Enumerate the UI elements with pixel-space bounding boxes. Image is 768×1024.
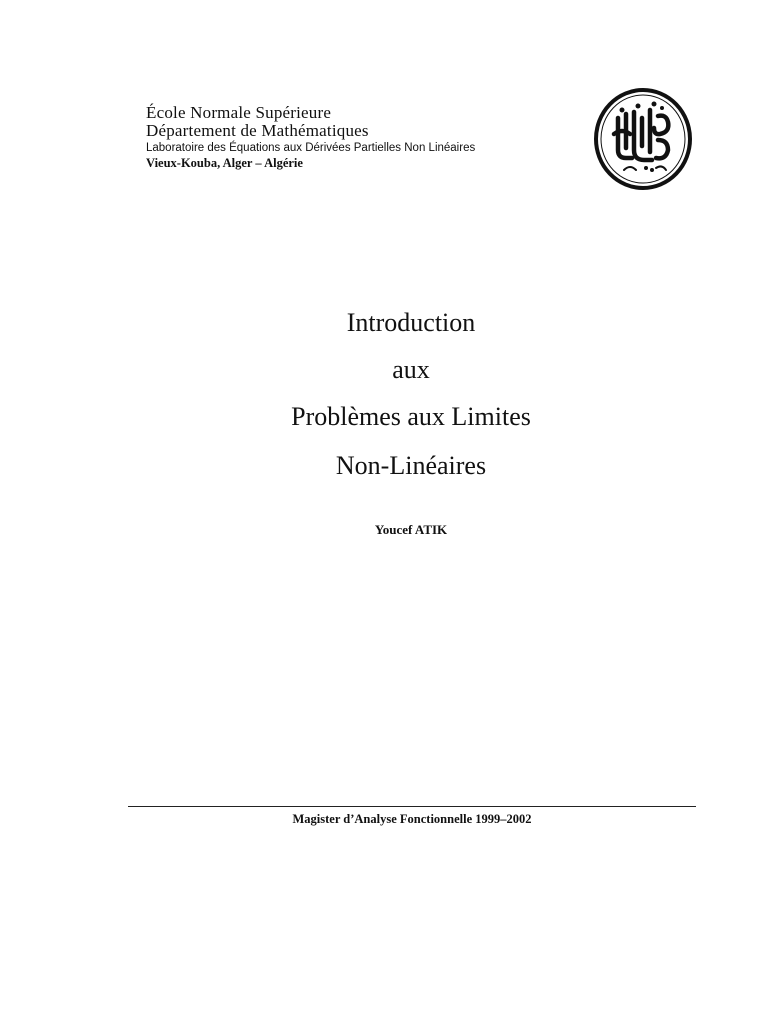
title-line-4: Non-Linéaires xyxy=(335,451,487,480)
title-line-2: aux xyxy=(392,355,430,384)
author-name: Youcef ATIK xyxy=(374,522,448,537)
footer-divider xyxy=(128,806,696,807)
laboratory-name: Laboratoire des Équations aux Dérivées Partielles Non Linéaires xyxy=(146,142,476,154)
title-line-3: Problèmes aux Limites xyxy=(291,402,531,431)
title-line-1: Introduction xyxy=(346,308,476,337)
institution-name: École Normale Supérieure xyxy=(146,103,332,122)
institution-header xyxy=(146,104,566,171)
department-name: Département de Mathématiques xyxy=(146,121,369,140)
calligraphy-seal-icon xyxy=(592,88,694,190)
institution-address: Vieux-Kouba, Alger – Algérie xyxy=(146,156,303,170)
program-footer: Magister d’Analyse Fonctionnelle 1999–2002 xyxy=(292,812,532,826)
